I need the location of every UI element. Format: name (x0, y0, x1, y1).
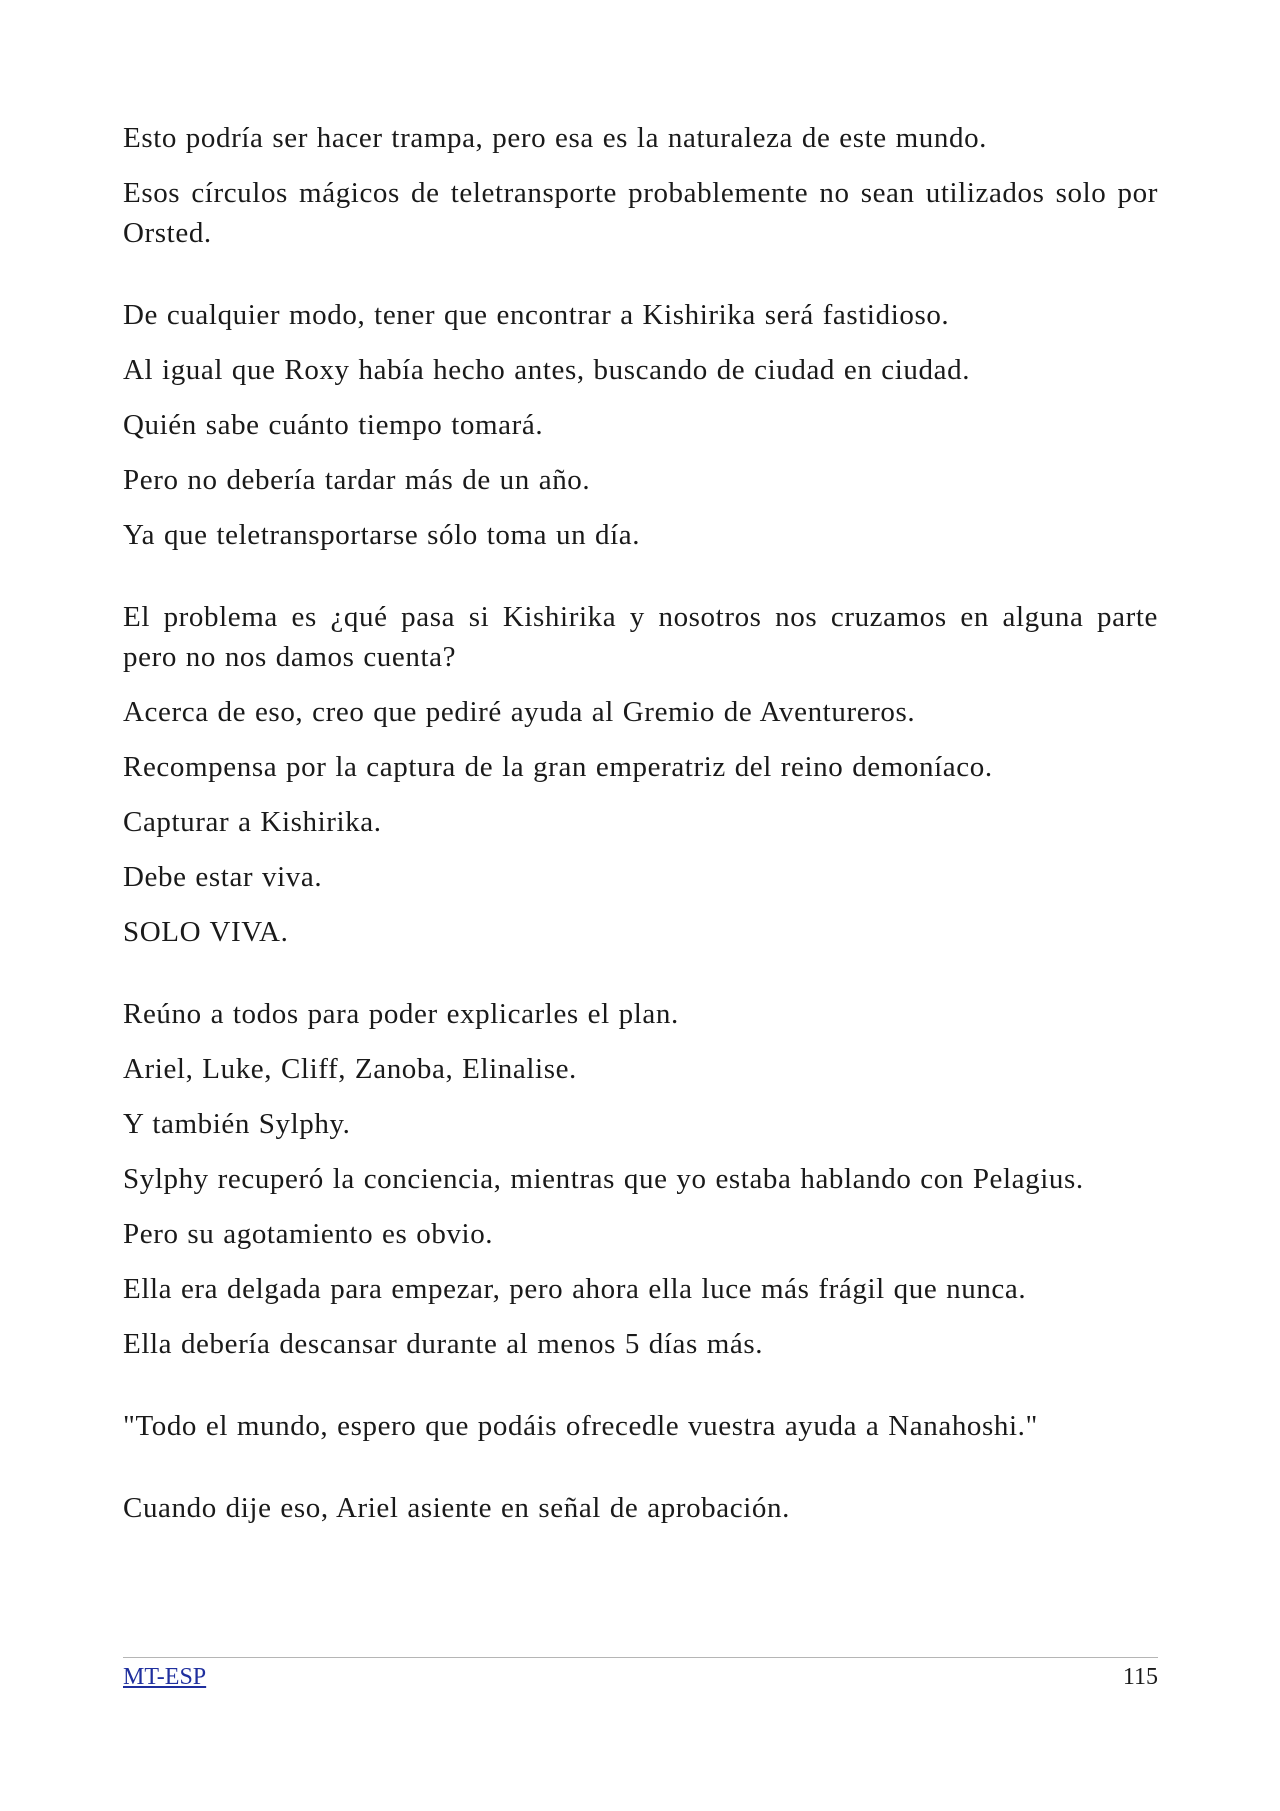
paragraph: Sylphy recuperó la conciencia, mientras que yo estaba hablando con Pelagius. (123, 1163, 1084, 1195)
paragraph: Ella era delgada para empezar, pero ahora ella luce más frágil que nunca. (123, 1273, 1027, 1305)
paragraph-break (123, 1461, 1158, 1488)
paragraph: Reúno a todos para poder explicarles el plan. (123, 998, 679, 1030)
page-body (123, 118, 1158, 1543)
paragraph: Y también Sylphy. (123, 1108, 351, 1140)
paragraph: Esos círculos mágicos de teletransporte probablemente no sean utilizados solo por Orsted. (123, 177, 1158, 249)
paragraph-break (123, 1379, 1158, 1406)
page-footer (123, 1657, 1158, 1692)
paragraph: Quién sabe cuánto tiempo tomará. (123, 409, 544, 441)
paragraph: Pero no debería tardar más de un año. (123, 464, 591, 496)
paragraph-break (123, 268, 1158, 295)
paragraph-break (123, 570, 1158, 597)
paragraph: Ariel, Luke, Cliff, Zanoba, Elinalise. (123, 1053, 577, 1085)
paragraph: Acerca de eso, creo que pediré ayuda al Gremio de Aventureros. (123, 696, 916, 728)
paragraph: SOLO VIVA. (123, 916, 289, 948)
paragraph: El problema es ¿qué pasa si Kishirika y nosotros nos cruzamos en alguna parte pero no nos damos cuenta? (123, 601, 1158, 673)
paragraph: Capturar a Kishirika. (123, 806, 382, 838)
footer-link[interactable]: MT-ESP (123, 1664, 207, 1690)
paragraph: Al igual que Roxy había hecho antes, buscando de ciudad en ciudad. (123, 354, 971, 386)
paragraph: Debe estar viva. (123, 861, 323, 893)
paragraph: Cuando dije eso, Ariel asiente en señal de aprobación. (123, 1492, 790, 1524)
paragraph: Recompensa por la captura de la gran emperatriz del reino demoníaco. (123, 751, 993, 783)
paragraph: Ella debería descansar durante al menos 5 días más. (123, 1328, 764, 1360)
paragraph: Pero su agotamiento es obvio. (123, 1218, 494, 1250)
paragraph: Ya que teletransportarse sólo toma un día. (123, 519, 641, 551)
page-number: 115 (1122, 1664, 1158, 1690)
dialogue-line: "Todo el mundo, espero que podáis ofrecedle vuestra ayuda a Nanahoshi." (123, 1410, 1038, 1442)
paragraph: Esto podría ser hacer trampa, pero esa es la naturaleza de este mundo. (123, 122, 988, 154)
paragraph: De cualquier modo, tener que encontrar a Kishirika será fastidioso. (123, 299, 950, 331)
paragraph-break (123, 967, 1158, 994)
